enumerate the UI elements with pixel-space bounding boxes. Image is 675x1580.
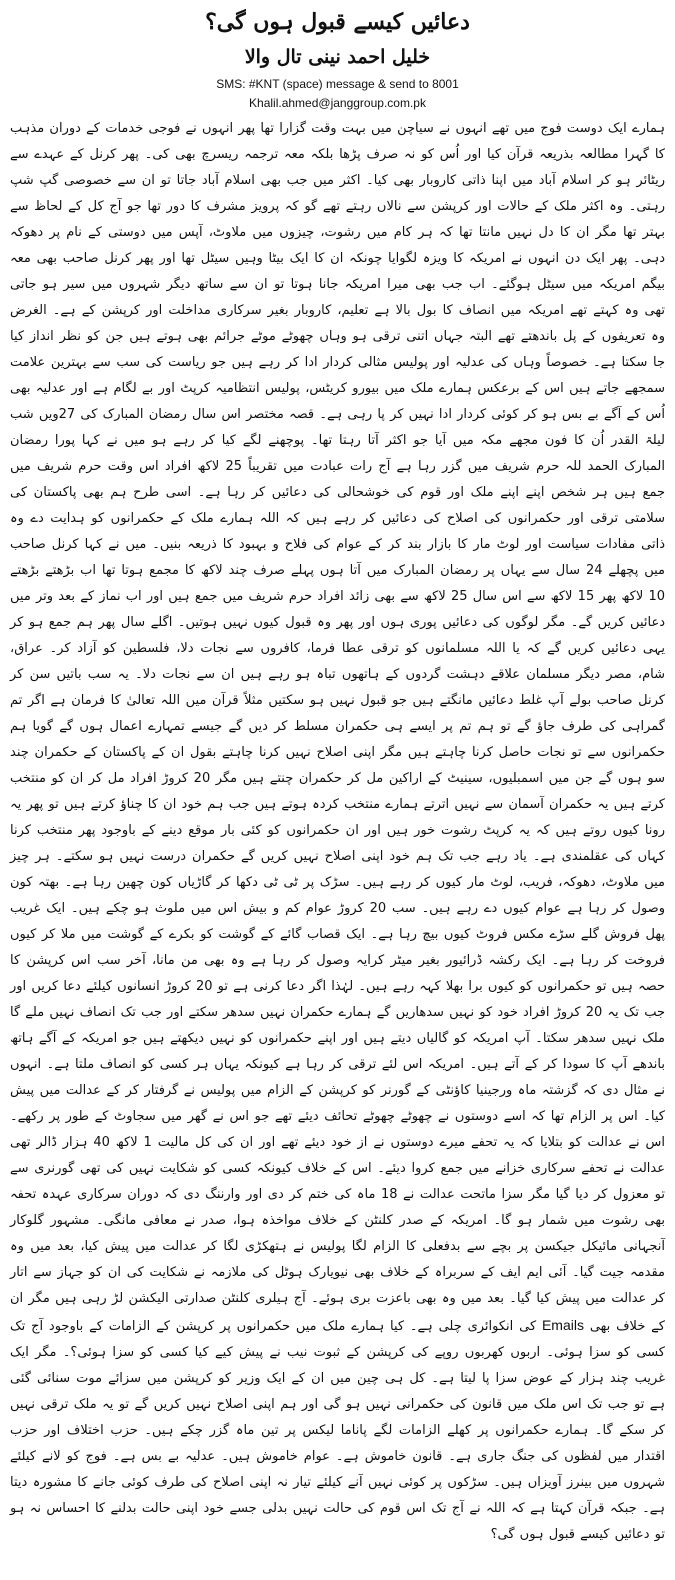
column-header (10, 4, 665, 112)
sms-instruction: SMS: #KNT (space) message & send to 8001 (216, 77, 459, 91)
article-body-part-1: ہمارے ایک دوست فوج میں تھے انہوں نے سیاچن میں بہت وقت گزارا تھا پھر انہوں نے فوجی خدمات کے دوران مذہب کا گہرا مطالعہ بذریعہ قرآن کیا اور اُس کو نہ صرف پڑھا بلکہ معہ ترجمہ ریسرچ بھی کی۔ پھر کرنل کے عہدے سے ریٹائر ہو کر اسلام آباد میں اپنا ذاتی کاروبار بھی کیا۔ اکثر میں جب بھی اسلام آباد جاتا تو ان سے خصوصی گپ شپ رہتی۔ وہ اکثر ملک کے حالات اور کرپشن سے نالاں رہتے تھے گو کہ پرویز مشرف کا دور تھا جو آج کل کے لحاظ سے بہتر تھا مگر ان کا دل نہیں مانتا تھا کہ ہر کام میں رشوت، چیزوں میں ملاوٹ، آپس میں دوستی کے نام پر دھوکہ دہی۔ پھر ایک دن انہوں نے امریکہ کا ویزہ لگوایا چونکہ ان کا ایک بیٹا وہیں سیٹل تھا اور پھر کرنل صاحب بھی معہ بیگم امریکہ میں سیٹل ہوگئے۔ اب جب بھی میرا امریکہ جانا ہوتا تو ان سے ساتھ دیگر شہروں میں سیر ہو جاتی تھی وہ کہتے تھے امریکہ میں انصاف کا بول بالا ہے تعلیم، کاروبار بغیر سرکاری مداخلت اور کرپشن کے ہے۔ الغرض وہ تعریفوں کے پل باندھتے تھے البتہ جہاں اتنی ترقی ہو وہاں چھوٹے موٹے جرائم بھی ہوتے ہیں جن کو نظر انداز کیا جا سکتا ہے۔ خصوصاً وہاں کی عدلیہ اور پولیس مثالی کردار ادا کر رہے ہیں جو ریاست کی سب سے بہترین علامت سمجھے جاتے ہیں اس کے برعکس ہمارے ملک میں بیورو کریٹس، پولیس انتظامیہ کرپٹ اور بے لگام ہے اور عدلیہ بھی اُس کے آگے بے بس ہو کر کوئی کردار ادا نہیں کر پا رہی ہے۔ قصہ مختصر اس سال رمضان المبارک کی 27ویں شب لیلۃ القدر اُن کا فون مجھے مکہ میں آیا جو اکثر آتا رہتا تھا۔ پوچھنے لگے کیا کر رہے ہو میں نے کہا پورا رمضان المبارک الحمد للہ حرم شریف میں گزر رہا ہے آج رات عبادت میں تقریباً 25 لاکھ افراد اس وقت حرم شریف میں جمع ہیں ہر شخص اپنے اپنے ملک اور قوم کی خوشحالی کی دعائیں کر رہا ہے۔ اسی طرح ہم بھی پاکستان کی سلامتی ترقی اور حکمرانوں کی اصلاح کی دعائیں کر رہے ہیں کہ اللہ ہمارے ملک کے حکمرانوں کو ہدایت دے وہ ذاتی مفادات سیاست اور لوٹ مار کا بازار بند کر کے عوام کی فلاح و بہبود کا ذریعہ بنیں۔ میں نے کہا کرنل صاحب میں پچھلے 24 سال سے یہاں پر رمضان المبارک میں آتا ہوں پہلے صرف چند لاکھ کا مجمع ہوتا تھا اب بڑھتے بڑھتے 10 لاکھ پھر 15 لاکھ سے اس سال 25 لاکھ سے بھی زائد افراد حرم شریف میں جمع ہیں اور اب نماز کے بعد وتر میں دعائیں کریں گے۔ مگر لوگوں کی دعائیں پوری ہوں اور پھر وہ قبول کیوں نہیں ہوتیں۔ اگلے سال پھر ہم جمع ہو کر یہی دعائیں کریں گے کہ یا اللہ مسلمانوں کو ترقی عطا فرما، کافروں سے نجات دلا، فلسطین کو آزاد کر۔ عراق، شام، مصر دیگر مسلمان علاقے دہشت گردوں کے ہاتھوں تباہ ہو رہے ہیں ان سے نجات دلا۔ یہ سب باتیں سن کر کرنل صاحب بولے آپ غلط دعائیں مانگتے ہیں جو قبول نہیں ہو سکتیں مثلاً قرآن میں اللہ تعالیٰ کا فرمان ہے اگر تم گمراہی کی طرف جاؤ گے تو ہم تم پر ایسے ہی حکمران مسلط کر دیں گے جیسے تمہارے اعمال ہوں گے گویا ہم حکمرانوں سے تو نجات حاصل کرنا چاہتے ہیں مگر اپنی اصلاح نہیں کرنا چاہتے بقول ان کے پاکستان کے حکمران چند سو ہوں گے جن میں اسمبلیوں، سینیٹ کے اراکین مل کر حکمران چنتے ہیں مگر 20 کروڑ افراد مل کر ان کو منتخب کرتے ہیں یہ حکمران آسمان سے نہیں اترتے ہمارے منتخب کردہ ہوتے ہیں جب ہم خود ان کا چناؤ کرتے ہیں تو پھر یہ رونا کیوں روتے ہیں کہ یہ کرپٹ رشوت خور ہیں اور ان حکمرانوں کو کئی بار موقع دینے کے باوجود پھر منتخب کرنا کہاں کی عقلمندی ہے۔ یاد رہے جب تک ہم خود اپنی اصلاح نہیں کریں گے حکمران درست نہیں ہو سکتے۔ ہر چیز میں ملاوٹ، دھوکہ، فریب، لوٹ مار کیوں کر رہے ہیں۔ سڑک پر ٹی ٹی دکھا کر گاڑیاں کون چھین رہا ہے۔ بھتہ کون وصول کر رہا ہے عوام کیوں دے رہے ہیں۔ سب 20 کروڑ عوام کم و بیش اس میں ملوث ہو چکے ہیں۔ ایک غریب پھل فروش گلے سڑے مکس فروٹ کیوں بیچ رہا ہے۔ ایک قصاب گائے کے گوشت کو بکرے کے گوشت میں ملا کر کیوں فروخت کر رہا ہے۔ ایک رکشہ ڈرائیور بغیر میٹر کرایہ وصول کر رہا ہے وہ بھی من مانا، آخر سب اس کرپشن کا حصہ ہیں تو حکمرانوں کو کیوں برا بھلا کہہ رہے ہیں۔ لہٰذا اگر دعا کرنی ہے تو 20 کروڑ انسانوں کیلئے دعا کریں اور جب تک یہ 20 کروڑ افراد خود کو نہیں سدھاریں گے ہمارے حکمران نہیں سدھر سکتے اور جب تک انصاف نہیں ملے گا ملک نہیں سدھر سکتا۔ آپ امریکہ کو گالیاں دیتے ہیں اور اپنے حکمرانوں کو نہیں دیکھتے ہیں جو امریکہ کے آگے ہاتھ باندھے آپ کا سودا کر کے آتے ہیں۔ امریکہ اس لئے ترقی کر رہا ہے کیونکہ یہاں ہر کسی کو انصاف ملتا ہے۔ انہوں نے مثال دی کہ گزشتہ ماہ ورجینیا کاؤنٹی کے گورنر کو کرپشن کے الزام میں پولیس نے گرفتار کر کے عدالت میں پیش کیا۔ اس پر الزام تھا کہ اسے دوستوں نے چھوٹے چھوٹے تحائف دیئے تھے جو اس نے گھر میں سجاوٹ کے طور پر رکھے۔ اس نے عدالت کو بتلایا کہ یہ تحفے میرے دوستوں نے از خود دیئے تھے اور ان کی کل مالیت 1 لاکھ 40 ہزار ڈالر تھی عدالت نے تحفے سرکاری خزانے میں جمع کروا دیئے۔ اس کے خلاف کیونکہ کسی کو شکایت نہیں کی تھی گورنری سے تو معزول کر دیا گیا مگر سزا ماتحت عدالت نے 18 ماہ کی ختم کر دی اور وارننگ دی کہ دوران سرکاری عہدہ تحفہ بھی رشوت میں شمار ہو گا۔ امریکہ کے صدر کلنٹن کے خلاف مواخذہ ہوا، صدر نے معافی مانگی۔ مشہور گلوکار آنجہانی مائیکل جیکسن پر بچے سے بدفعلی کا الزام لگا پولیس نے ہتھکڑی لگا کر عدالت میں پیش کیا، بعد میں وہ مقدمہ جیت گیا۔ آئی ایم ایف کے سربراہ کے خلاف بھی نیویارک ہوٹل کی ملازمہ نے شکایت کی ان کو جہاز سے اتار کر عدالت میں پیش کیا گیا۔ بعد میں وہ بھی باعزت بری ہوئے۔ آج ہیلری کلنٹن صدارتی الیکشن لڑ رہی ہیں مگر ان کے خلاف بھی (10, 121, 666, 1334)
article-title: دعائیں کیسے قبول ہوں گی؟ (205, 9, 470, 35)
emails-word: Emails (541, 1317, 584, 1333)
article-body-part-2: کی انکوائری چلی ہے۔ کیا ہمارے ملک میں حکمرانوں پر کرپشن کے الزامات کے باوجود آج تک کسی کو سزا ہوئی۔ اربوں کھربوں روپے کی کرپشن کے ثبوت نیب نے پیش کیے کیا کسی کو سزا ہوئی؟۔ مگر ایک غریب چند ہزار کے عوض سزا پا لیتا ہے۔ کل ہی چین میں ان کے ایک وزیر کو کرپشن میں سزائے موت سنائی گئی ہے تو جب تک اس ملک میں قانون کی حکمرانی نہیں ہو گی اور ہم اپنی اصلاح نہیں کریں گے تو یہ ملک ترقی نہیں کر سکے گا۔ ہمارے حکمرانوں پر کھلے الزامات لگے پاناما لیکس پر تین ماہ گزر چکے ہیں۔ حزب اختلاف اور حزب اقتدار میں لفظوں کی جنگ جاری ہے۔ قانون خاموش ہے۔ عوام خاموش ہیں۔ عدلیہ بے بس ہے۔ فوج کو لانے کیلئے شہروں میں بینرز آویزاں ہیں۔ سڑکوں پر کوئی نہیں آنے کیلئے تیار نہ اپنی اصلاح کی طرف کوئی جانے کا مشورہ دیتا ہے۔ جبکہ قرآن کہتا ہے کہ اللہ نے آج تک اس قوم کی حالت نہیں بدلی جسے خود اپنی حالت بدلنے کا احساس نہ ہو تو دعائیں کیسے قبول ہوں گی؟ (10, 1319, 665, 1542)
author-email: Khalil.ahmed@janggroup.com.pk (249, 96, 426, 110)
article-body (10, 116, 665, 1548)
author-name: خلیل احمد نینی تال والا (244, 46, 431, 68)
